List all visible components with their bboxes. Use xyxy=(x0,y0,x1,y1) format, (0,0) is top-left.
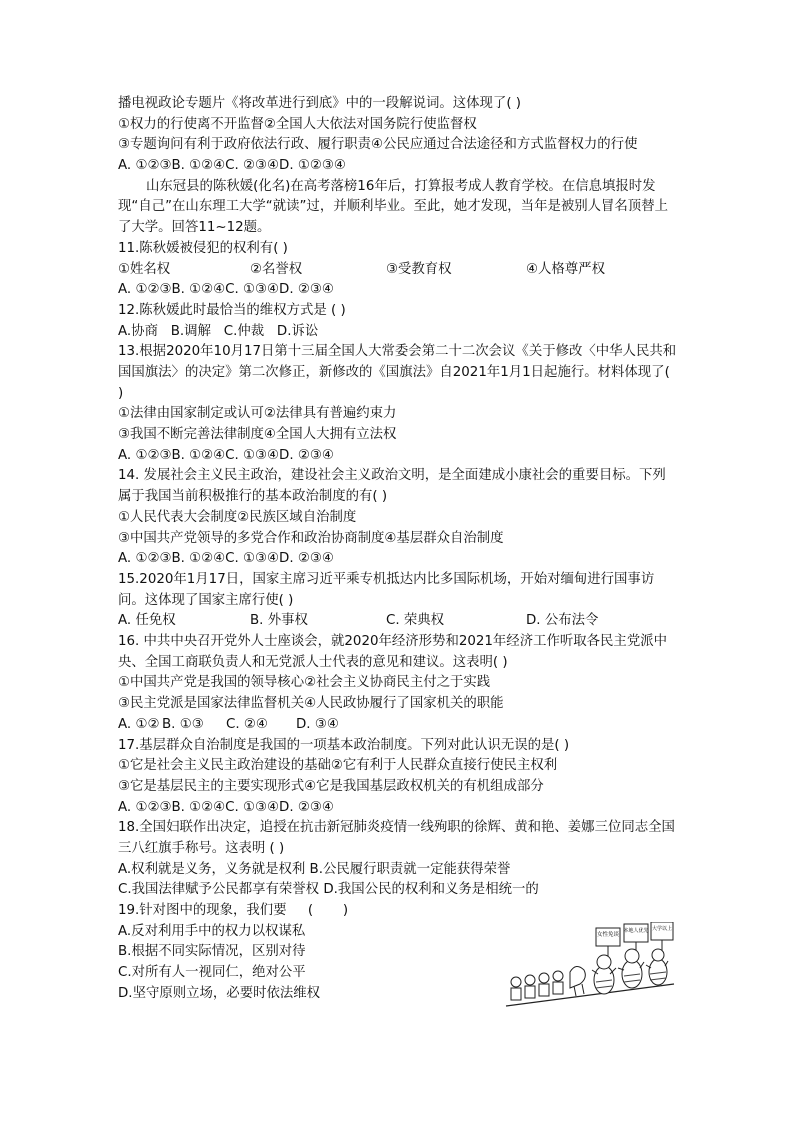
item: ④人格尊严权 xyxy=(526,261,605,277)
question-19-stem: 19.针对图中的现象，我们要 ( ) xyxy=(118,903,349,919)
question-14-items: ③中国共产党领导的多党合作和政治协商制度④基层群众自治制度 xyxy=(118,530,504,546)
question-11-answers: A. ①②③B. ①②④C. ①③④D. ②③④ xyxy=(118,282,334,298)
option-d: D.坚守原则立场，必要时依法维权 xyxy=(118,985,321,1001)
reading-passage: 山东冠县的陈秋媛(化名)在高考落榜16年后，打算报考成人教育学校。在信息填报时发现“自己”在山东理工大学“就读”过，并顺利毕业。至此，她才发现，当年是被别人冒名顶替上了大学。回答11~12题。 xyxy=(118,178,668,236)
answer-options: A. ①②③B. ①②④C. ②③④D. ①②③④ xyxy=(118,158,346,174)
question-13-stem: 13.根据2020年10月17日第十三届全国人大常委会第二十二次会议《关于修改〈中华人民共和国国旗法〉的决定》第二次修正，新修改的《国旗法》自2021年1月1日起施行。材料体现了( ) xyxy=(118,344,677,401)
option-d: D. 公布法令 xyxy=(526,613,599,629)
question-11-items xyxy=(118,260,678,281)
item: ③受教育权 xyxy=(386,261,452,277)
option-c: C.对所有人一视同仁，绝对公平 xyxy=(118,965,306,981)
option-b: B. 外事权 xyxy=(250,613,308,629)
question-13-items: ①法律由国家制定或认可②法律具有普遍约束力 xyxy=(118,406,397,422)
question-11-stem: 11.陈秋媛被侵犯的权利有( ) xyxy=(118,240,288,256)
question-17-items: ①它是社会主义民主政治建设的基础②它有利于人民群众直接行使民主权利 xyxy=(118,758,558,774)
item: ②名誉权 xyxy=(250,261,303,277)
question-17-stem: 17.基层群众自治制度是我国的一项基本政治制度。下列对此认识无误的是( ) xyxy=(118,737,570,753)
question-12-answers: A.协商 B.调解 C.仲裁 D.诉讼 xyxy=(118,323,319,339)
question-15-stem: 15.2020年1月17日，国家主席习近平乘专机抵达内比多国际机场，开始对缅甸进行国事访问。这体现了国家主席行使( ) xyxy=(118,571,655,608)
question-13-answers: A. ①②③B. ①②④C. ①③④D. ②③④ xyxy=(118,447,334,463)
sign-1-text: 女性免谈 xyxy=(596,932,620,938)
option-c: C. ②④ xyxy=(226,716,268,732)
question-17-answers: A. ①②③B. ①②④C. ①③④D. ②③④ xyxy=(118,799,334,815)
question-18-options: C.我国法律赋予公民都享有荣誉权 D.我国公民的权利和义务是相统一的 xyxy=(118,882,539,898)
question-14-answers: A. ①②③B. ①②④C. ①③④D. ②③④ xyxy=(118,551,334,567)
option-b: B.根据不同实际情况，区别对待 xyxy=(118,944,306,960)
sign-2-text: 本地人优先 xyxy=(623,928,649,934)
question-16-options xyxy=(118,715,678,736)
option-b: B. ①③ xyxy=(162,716,204,732)
question-16-stem: 16. 中共中央召开党外人士座谈会，就2020年经济形势和2021年经济工作听取各民主党派中央、全国工商联负责人和无党派人士代表的意见和建议。这表明( ) xyxy=(118,634,667,670)
question-12-stem: 12.陈秋媛此时最恰当的维权方式是 ( ) xyxy=(118,302,346,318)
question-18-options: A.权利就是义务，义务就是权利 B.公民履行职责就一定能获得荣誉 xyxy=(118,861,511,877)
text-line: ①权力的行使离不开监督②全国人大依法对国务院行使监督权 xyxy=(118,116,477,132)
question-15-options xyxy=(118,611,678,632)
option-c: C. 荣典权 xyxy=(386,613,445,629)
question-16-items: ③民主党派是国家法律监督机关④人民政协履行了国家机关的职能 xyxy=(118,696,504,712)
exam-page xyxy=(118,94,678,1004)
question-18-stem: 18.全国妇联作出决定，追授在抗击新冠肺炎疫情一线殉职的徐辉、黄和艳、姜娜三位同志全国三八红旗手称号。这表明 ( ) xyxy=(118,820,675,856)
question-14-items: ①人民代表大会制度②民族区域自治制度 xyxy=(118,509,357,525)
question-13-items: ③我国不断完善法律制度④全国人大拥有立法权 xyxy=(118,427,397,443)
sign-3-text: 大学以上 xyxy=(651,926,673,932)
tiger-figures xyxy=(592,949,668,994)
option-d: D. ③④ xyxy=(296,716,339,732)
cartoon-illustration xyxy=(504,922,676,1014)
question-14-stem: 14. 发展社会主义民主政治，建设社会主义政治文明，是全面建成小康社会的重要目标。下列属于我国当前积极推行的基本政治制度的有( ) xyxy=(118,468,666,505)
option-a: A. 任免权 xyxy=(118,613,176,629)
question-17-items: ③它是基层民主的主要实现形式④它是我国基层政权机关的有机组成部分 xyxy=(118,778,544,794)
option-a: A.反对利用手中的权力以权谋私 xyxy=(118,923,306,939)
text-line: ③专题询问有利于政府依法行政、履行职责④公民应通过合法途径和方式监督权力的行使 xyxy=(118,137,638,153)
question-16-items: ①中国共产党是我国的领导核心②社会主义协商民主付之于实践 xyxy=(118,675,491,691)
people-figures xyxy=(511,966,585,1000)
option-a: A. ①② xyxy=(118,716,160,732)
item: ①姓名权 xyxy=(118,261,171,277)
text-line: 播电视政论专题片《将改革进行到底》中的一段解说词。这体现了( ) xyxy=(118,96,522,111)
